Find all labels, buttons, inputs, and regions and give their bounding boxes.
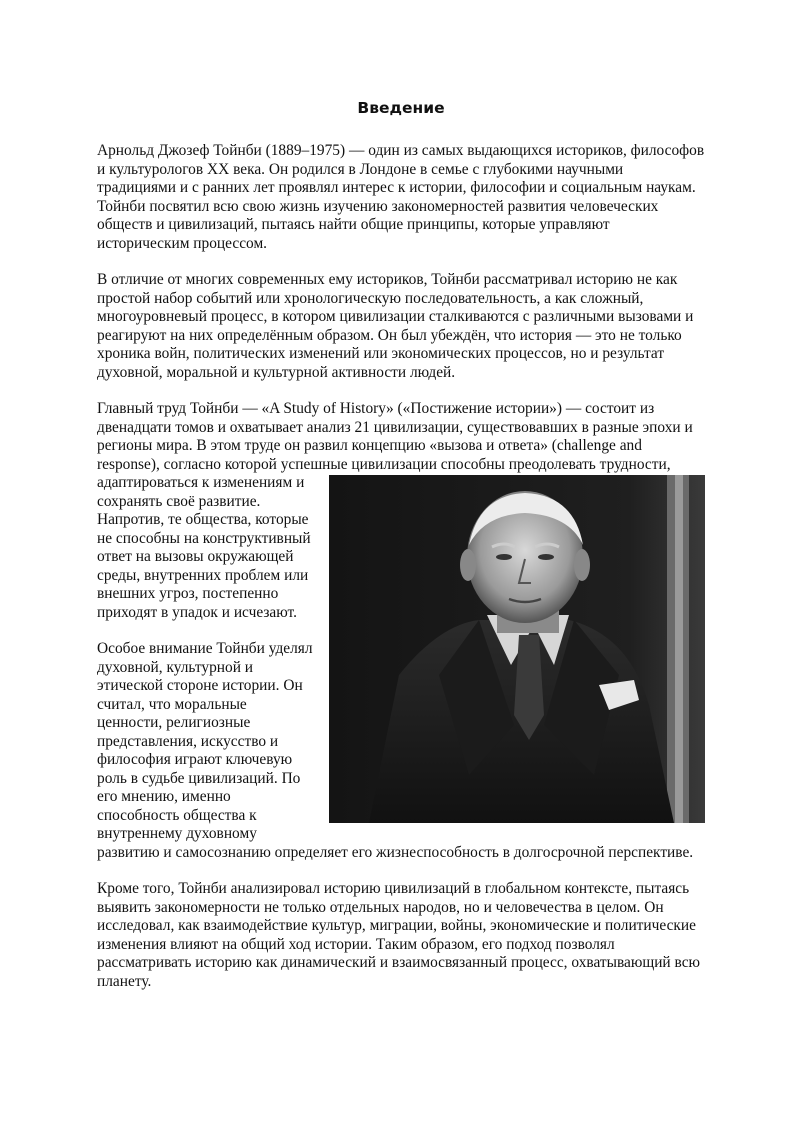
portrait-photo (329, 475, 705, 823)
paragraph-intro: Арнольд Джозеф Тойнби (1889–1975) — один из самых выдающихся историков, философов и культурологов XX века. Он родился в Лондоне в семье с глубокими научными традициями и с ранних лет проявлял интерес к истории, философии и социальным наукам. Тойнби посвятил всю свою жизнь изучению закономерностей развития человеческих обществ и цивилизаций, пытаясь найти общие принципы, которые управляют историческим процессом. (97, 142, 705, 252)
paragraph-global: Кроме того, Тойнби анализировал историю цивилизаций в глобальном контексте, пытаясь выявить закономерности не только отдельных народов, но и человечества в целом. Он исследовал, как взаимодействие культур, миграции, войны, экономические и политические изменения влияют на общий ход истории. Таким образом, его подход позволял рассматривать историю как динамический и взаимосвязанный процесс, охватывающий всю планету. (97, 880, 701, 990)
paragraph-main-work-text: Главный труд Тойнби — «A Study of History» («Постижение истории») — состоит из двенадцати томов и охватывает анализ 21 цивилизации, существовавших в разные эпохи и регионы мира. В этом труде он развил концепцию «вызова и ответа» (challenge and response), согласно которой успешные цивилизации способны преодолевать трудности, адаптироваться к изменениям и сохранять своё развитие. Напротив, те общества, которые не способны на конструктивный ответ на вызовы окружающей среды, внутренних проблем или внешних угроз, постепенно приходят в упадок и исчезают. (97, 400, 693, 621)
page-title: Введение (357, 99, 445, 117)
portrait-image (329, 475, 705, 823)
paragraph-spiritual-text: Особое внимание Тойнби уделял духовной, культурной и этической стороне истории. Он считал, что моральные ценности, религиозные представления, искусство и философия играют ключевую роль в судьбе цивилизаций. По его мнению, именно способность общества к внутреннему духовному развитию и самосознанию определяет его жизнеспособность в долгосрочной перспективе. (97, 640, 694, 861)
document-page (97, 96, 705, 1009)
paragraph-main-work (97, 400, 705, 622)
paragraph-approach: В отличие от многих современных ему историков, Тойнби рассматривал историю не как простой набор событий или хронологическую последовательность, а как сложный, многоуровневый процесс, в котором цивилизации сталкиваются с различными вызовами и реагируют на них определённым образом. Он был убеждён, что история — это не только хроника войн, политических изменений или экономических процессов, но и результат духовной, моральной и культурной активности людей. (97, 271, 694, 381)
float-spacer (704, 400, 705, 475)
